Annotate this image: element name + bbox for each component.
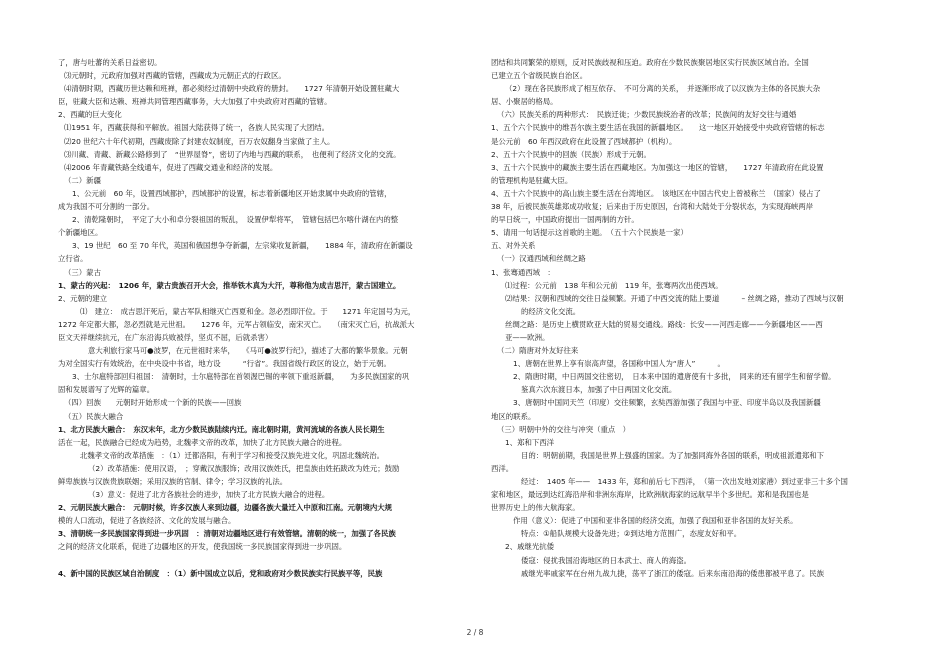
text-line: 地区的联系。	[491, 411, 536, 421]
text-line: 3、清朝统一多民族国家得到进一步巩固 ：清朝对边疆地区进行有效管辖。清朝的统一，加强了各民族	[58, 529, 396, 539]
text-line: 为对全国实行有效统治，在中央设中书省，地方设 “行省”。我国省级行政区的设立，始于元朝。	[58, 359, 391, 369]
text-line: 2、元朝民族大融合： 元朝时候，许多汉族人来到边疆，边疆各族大量迁入中原和江南。元朝境内大规	[58, 503, 393, 513]
text-line: 立行省。	[58, 254, 88, 264]
text-line: 模的人口流动，促进了各族经济、文化的发展与融合。	[58, 516, 236, 526]
text-line: ⑶川藏、青藏、新藏公路修到了 “世界屋脊”，密切了内地与西藏的联系， 也便利了经济文化的交流。	[64, 149, 401, 159]
text-line: 活在一起，民族融合已经成为趋势，北魏孝文帝的改革，加快了北方民族大融合的进程。	[58, 437, 347, 447]
text-line: 个新疆地区。	[58, 228, 103, 238]
text-line: ⑷2006 年青藏铁路全线通车，促进了西藏交通业和经济的发展。	[64, 162, 278, 172]
text-line: 经过： 1405 年—— 1433 年，郑和前后七下西洋， （第一次出发地刘家港）到过亚非三十多个国	[521, 477, 848, 486]
text-line: 西洋。	[491, 463, 514, 473]
text-line: 作用（意义）：促进了中国和亚非各国的经济交流，加强了我国和亚非各国的友好关系。	[513, 516, 798, 526]
text-line: 2、清乾隆朝时， 平定了大小和卓分裂祖国的叛乱， 设置伊犁将军， 管辖包括巴尔喀什湖在内的整	[72, 215, 399, 225]
page-number: 2 / 8	[466, 628, 484, 637]
text-line: （2）改革措施：使用汉语， ；穿戴汉族服饰；改用汉族姓氏，把皇族由姓拓跋改为姓元；鼓励	[88, 463, 400, 473]
text-line: 家和地区，最远到达红海沿岸和非洲东海岸，比欧洲航海家的远航早半个多世纪。郑和是我国也是	[491, 490, 809, 500]
text-line: 臣文天祥继续抗元，在广东沿海兵败被俘，坚贞不屈，后就杀害）	[58, 332, 273, 342]
text-line: 居、小聚居的格局。	[491, 97, 558, 107]
text-line: 的经济文化交流。	[521, 306, 581, 316]
text-line: 1、蒙古的兴起： 1206 年，蒙古贵族召开大会，推举铁木真为大汗，尊称他为成吉思汗，蒙古国建立。	[58, 280, 401, 290]
text-line: 1、郑和下西洋	[505, 437, 555, 447]
text-line: 1、五个六个民族中的维吾尔族主要生活在我国的新疆地区。 这一地区开始接受中央政府管辖的标志	[491, 123, 825, 133]
text-line: 是公元前 60 年西汉政府在此设置了西域都护（机构）。	[491, 136, 677, 146]
text-line: 臣，驻藏大臣和达赖、班禅共同管理西藏事务，大大加强了中央政府对西藏的管辖。	[58, 97, 332, 107]
left-column	[58, 56, 458, 580]
text-line: 3、士尔扈特部回归祖国： 清朝时，士尔扈特部在首领渥巴锡的率领下重返新疆， 为多民族国家的巩	[72, 372, 410, 382]
text-line: 3、唐朝时中国同天竺（印度）交往频繁，玄奘西游加强了我国与中亚、印度半岛以及我国新疆	[513, 398, 821, 408]
text-line: 4、五十六个民族中的高山族主要生活在台湾地区。 该地区在中国古代史上曾被称兰 （国家）侵占了	[491, 188, 821, 198]
text-line: 丝绸之路：是历史上横贯欧亚大陆的贸易交通线。路线：长安——河西走廊——今新疆地区——西	[505, 319, 823, 329]
text-line: 1、公元前 60 年，设置西域都护，西域都护的设置，标志着新疆地区开始隶属中央政府的管辖，	[72, 188, 392, 198]
text-line: ⑷清朝时期，西藏历世达赖和班禅，都必须经过清朝中央政府的册封。 1727 年清朝开始设置驻藏大	[64, 84, 400, 94]
text-line: ⑴过程：公元前 138 年和公元前 119 年，张骞两次出使西域。	[505, 280, 723, 290]
right-column	[491, 56, 891, 580]
text-line: （二）隋唐对外友好往来	[497, 346, 579, 356]
text-line: 意大利旅行家马可●波罗，在元世祖时来华， 《马可●波罗行纪》，描述了大都的繁华景象。元朝	[88, 346, 408, 356]
text-line: （四）回族 元朝时开始形成一个新的民族——回族	[64, 398, 242, 408]
text-line: 五、对外关系	[491, 241, 536, 251]
text-line: （六）民族关系的两种形式： 民族迁徙；少数民族统治者的改革；民族间的友好交往与通婚	[497, 110, 797, 120]
text-line: 1、唐朝在世界上享有崇高声望，各国称中国人为“唐人” 。	[513, 359, 725, 369]
text-line: 3、五十六个民族中的藏族主要生活在西藏地区。为加强这一地区的管辖， 1727 年清政府在此设置	[491, 162, 824, 172]
text-line: 1、北方民族大融合： 东汉末年，北方少数民族陆续内迁。南北朝时期，黄河流域的各族人民长期生	[58, 424, 385, 434]
text-line: 了，唐与吐蕃的关系日益密切。	[58, 58, 162, 67]
text-line: ⑴ 建立： 成吉思汗死后，蒙古军队相继灭亡西夏和金。忽必烈即汗位。于 1271 年定国号为元，	[80, 306, 416, 316]
text-line: 团结和共同繁荣的原则，反对民族歧视和压迫。政府在少数民族聚居地区实行民族区域自治。全国	[491, 58, 809, 67]
text-line: 1272 年定都大都，忽必烈就是元世祖。 1276 年，元军占领临安，南宋灭亡。 （南宋灭亡后，抗战派大	[58, 319, 415, 329]
text-line: 之间的经济文化联系，促进了边疆地区的开发，使我国统一多民族国家得到进一步巩固。	[58, 542, 347, 552]
text-line: 戚继光率戚家军在台州九战九捷，荡平了浙江的倭寇。后来东南沿海的倭患都被平息了。民族	[521, 568, 825, 578]
text-line: 3、19 世纪 60 至 70 年代，英国和俄国想争夺新疆，左宗棠收复新疆， 1884 年，清政府在新疆设	[72, 241, 413, 251]
text-line: 北魏孝文帝的改革措施 ：（1）迁都洛阳，有利于学习和接受汉族先进文化，巩固北魏统治。	[80, 450, 385, 460]
text-line: 亚——欧洲。	[505, 332, 550, 342]
text-line: 5、请用一句话提示这首歌的主题。 （五十六个民族是一家）	[491, 228, 688, 238]
text-line: 的早日统一，中国政府提出一国两制的方针。	[491, 215, 639, 225]
text-line: 已建立五个省级民族自治区。	[491, 71, 588, 81]
text-line: （三）明朝中外的交往与冲突（重点 ）	[497, 424, 631, 434]
text-line: （2）现在各民族形成了相互依存、 不可分离的关系， 并逐渐形成了以汉族为主体的各民族大杂	[505, 84, 821, 94]
text-line: 2、五十六个民族中的回族（民族）形成于元朝。	[491, 149, 651, 159]
text-line: 鉴真六次东渡日本，加强了中日两国文化交流。	[521, 385, 677, 395]
text-line: 2、西藏的巨大变化	[58, 110, 122, 120]
text-line: 1、张骞通西域 ：	[491, 267, 555, 277]
text-line: 4、新中国的民族区域自治制度 ：（1）新中国成立以后，党和政府对少数民族实行民族平等，民族	[58, 568, 383, 578]
text-line: ⑵20 世纪六十年代初期，西藏废除了封建农奴制度，百万农奴翻身当家做了主人。	[64, 136, 335, 146]
text-line: 特点：①船队规模大设备先进；②到达地方范围广，态度友好和平。	[521, 529, 742, 539]
text-line: （一）汉通西域和丝绸之路	[497, 254, 586, 264]
text-line: 38 年，后被民族英雄郑成功收复；后来由于历史原因，台湾和大陆处于分裂状态，为实现海峡两岸	[491, 202, 814, 212]
text-line: 的管理机构是驻藏大臣。	[491, 175, 573, 185]
text-line: 鲜卑族族与汉族贵族联姻；采用汉族的官制、律令；学习汉族的礼法。	[58, 477, 288, 486]
text-line: （3）意义：促进了北方各族社会的进步，加快了北方民族大融合的进程。	[88, 490, 330, 500]
text-line: 2、隋唐时期，中日两国交往密切， 日本来中国的遣唐使有十多批， 同来的还有留学生和留学僧。	[513, 372, 836, 382]
text-line	[58, 554, 458, 567]
text-line: 目的：明朝前期，我国是世界上强盛的国家。为了加强同海外各国的联系，明成祖派遣郑和下	[521, 450, 825, 460]
text-line: 倭寇：侵扰我国沿海地区的日本武士、商人的海盗。	[521, 555, 691, 565]
text-line: 2、戚继光抗倭	[505, 542, 555, 552]
text-line: ⑴1951 年，西藏获得和平解放。祖国大陆获得了统一，各族人民实现了大团结。	[64, 123, 330, 133]
text-line: （五）民族大融合	[64, 411, 124, 421]
text-line: 固和发展谱写了光辉的篇章。	[58, 385, 155, 395]
text-line: 成为我国不可分割的一部分。	[58, 202, 155, 212]
text-line: 2、元朝的建立	[58, 293, 108, 303]
text-line: ⑵结果：汉朝和西域的交往日益频繁。开通了中西交流的陆上要道 – 丝绸之路，推动了西域与汉朝	[505, 293, 844, 303]
text-line: （二）新疆	[64, 175, 101, 185]
text-line: （三）蒙古	[64, 267, 101, 277]
text-line: 世界历史上的伟大航海家。	[491, 503, 580, 513]
text-line: ⑶元朝时，元政府加强对西藏的管辖，西藏成为元朝正式的行政区。	[64, 71, 286, 81]
